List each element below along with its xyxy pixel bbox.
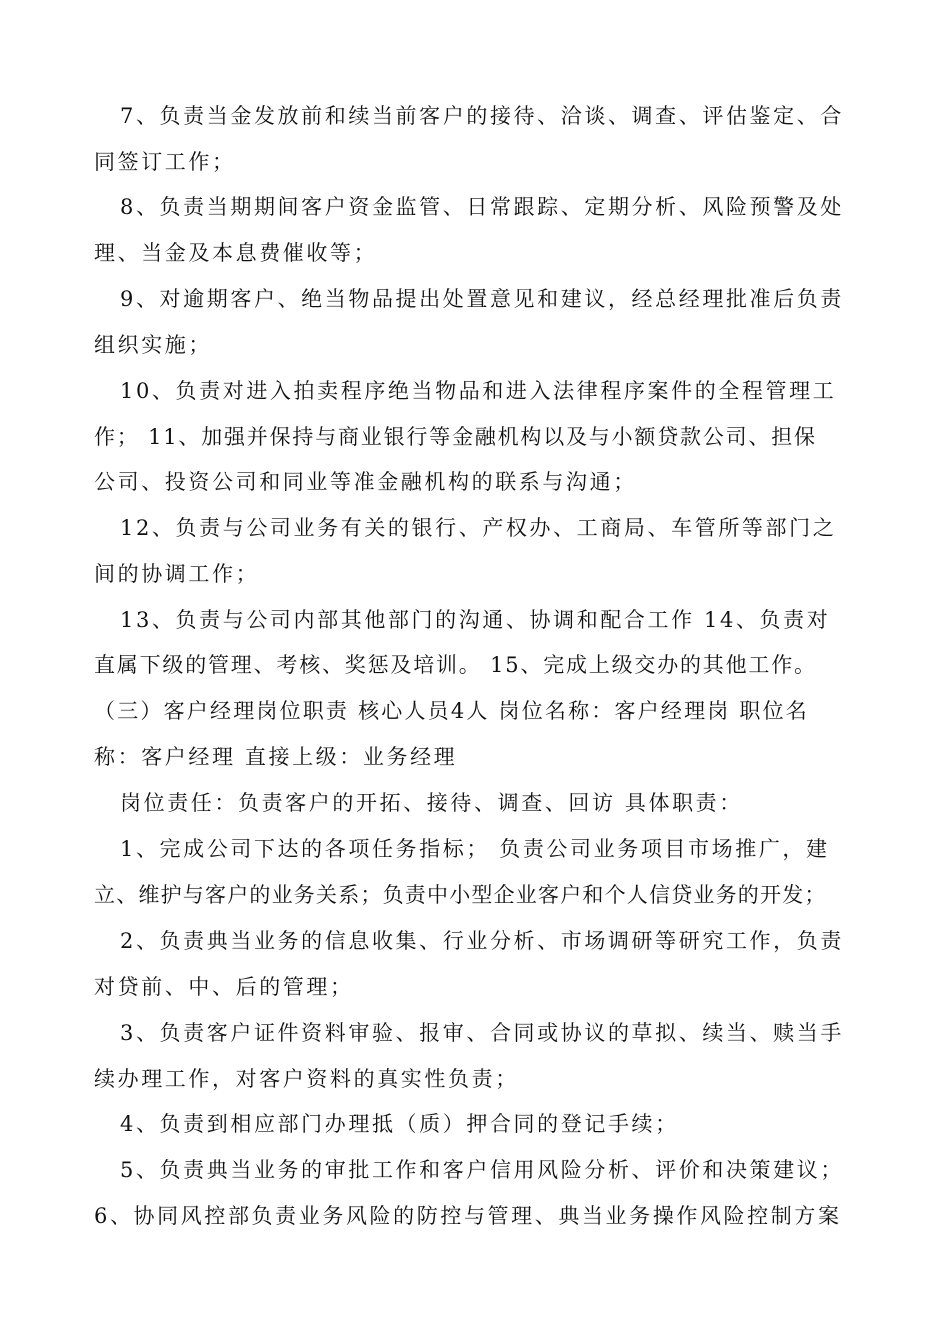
- text-line-13: 直属下级的管理、考核、奖惩及培训。 15、完成上级交办的其他工作。: [94, 653, 817, 677]
- text-line-4: 理、当金及本息费催收等；: [94, 241, 378, 265]
- text-line-19: 2、负责典当业务的信息收集、行业分析、市场调研等研究工作，负责: [120, 929, 844, 953]
- text-line-8: 作； 11、加强并保持与商业银行等金融机构以及与小额贷款公司、担保: [94, 425, 817, 449]
- text-line-12: 13、负责与公司内部其他部门的沟通、协调和配合工作 14、负责对: [120, 608, 831, 632]
- text-line-1: 7、负责当金发放前和续当前客户的接待、洽谈、调查、评估鉴定、合: [120, 104, 844, 128]
- text-line-23: 4、负责到相应部门办理抵（质）押合同的登记手续；: [120, 1112, 679, 1136]
- text-line-11: 间的协调工作；: [94, 562, 260, 586]
- text-line-24: 5、负责典当业务的审批工作和客户信用风险分析、评价和决策建议；: [120, 1158, 844, 1182]
- text-line-16: 岗位责任：负责客户的开拓、接待、调查、回访 具体职责：: [120, 791, 743, 815]
- text-line-10: 12、负责与公司业务有关的银行、产权办、工商局、车管所等部门之: [120, 516, 837, 540]
- text-line-6: 组织实施；: [94, 333, 212, 357]
- text-line-15: 称：客户经理 直接上级：业务经理: [94, 745, 458, 769]
- text-line-20: 对贷前、中、后的管理；: [94, 975, 354, 999]
- text-line-18: 立、维护与客户的业务关系；负责中小型企业客户和个人信贷业务的开发；: [94, 883, 827, 907]
- text-line-5: 9、对逾期客户、绝当物品提出处置意见和建议，经总经理批准后负责: [120, 287, 844, 311]
- text-line-14: （三）客户经理岗位职责 核心人员4人 岗位名称：客户经理岗 职位名: [94, 699, 809, 723]
- text-line-2: 同签订工作；: [94, 150, 236, 174]
- text-line-21: 3、负责客户证件资料审验、报审、合同或协议的草拟、续当、赎当手: [120, 1021, 844, 1045]
- text-line-9: 公司、投资公司和同业等准金融机构的联系与沟通；: [94, 470, 637, 494]
- text-line-17: 1、完成公司下达的各项任务指标； 负责公司业务项目市场推广，建: [120, 837, 830, 861]
- text-line-25: 6、协同风控部负责业务风险的防控与管理、典当业务操作风险控制方案: [94, 1204, 842, 1228]
- text-line-3: 8、负责当期期间客户资金监管、日常跟踪、定期分析、风险预警及处: [120, 195, 844, 219]
- text-line-7: 10、负责对进入拍卖程序绝当物品和进入法律程序案件的全程管理工: [120, 379, 837, 403]
- text-line-22: 续办理工作，对客户资料的真实性负责；: [94, 1067, 519, 1091]
